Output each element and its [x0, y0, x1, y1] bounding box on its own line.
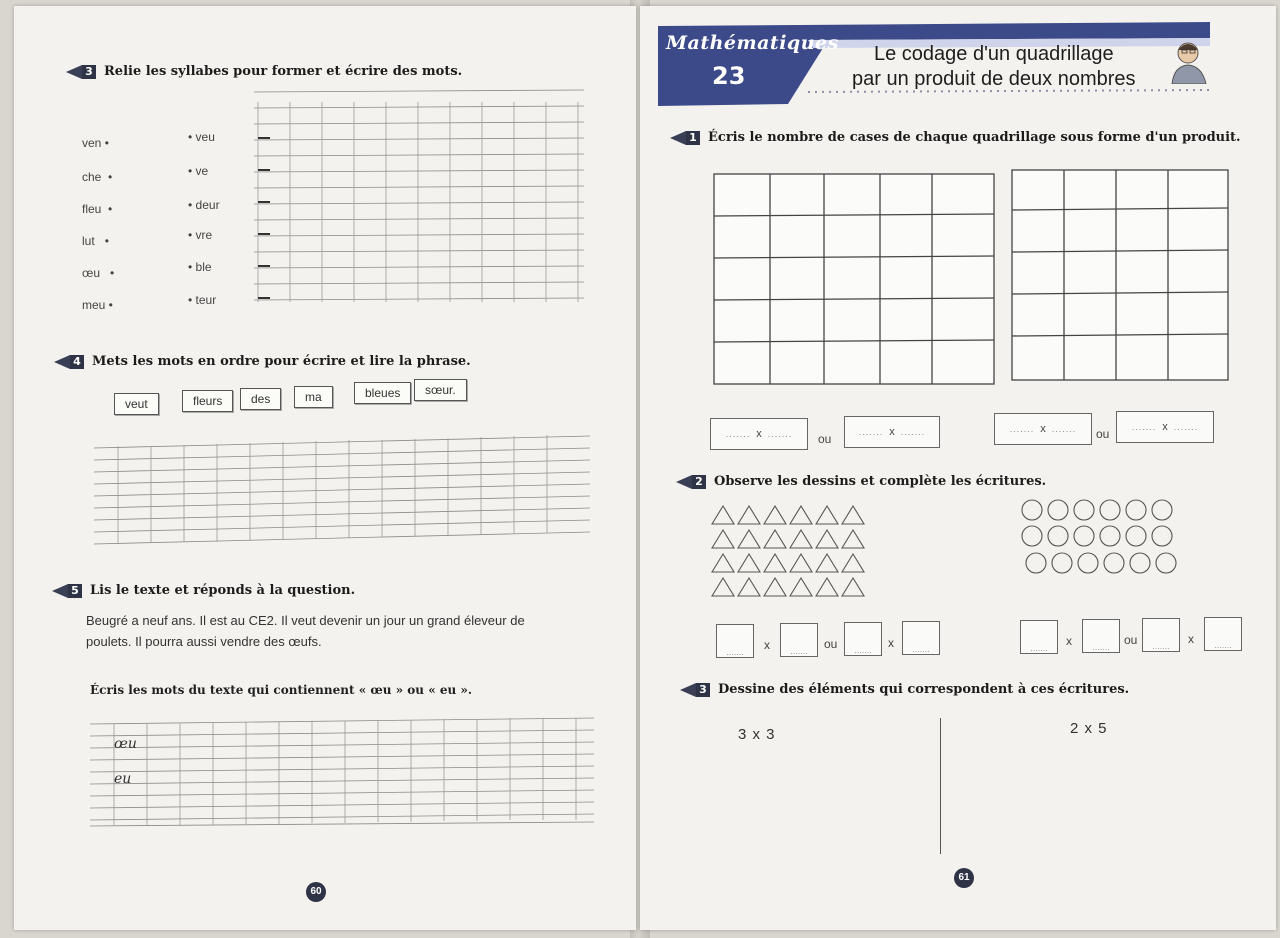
math-exercise-1-heading: [670, 130, 1241, 145]
exercise-badge: 3: [680, 683, 710, 697]
or-label: ou: [824, 637, 838, 651]
or-label: ou: [818, 432, 832, 446]
expression-2x5: 2 x 5: [1070, 720, 1108, 737]
math-exercise-2-heading: [676, 474, 1046, 489]
syllable-left[interactable]: lut •: [82, 234, 109, 248]
lesson-title-line-1: Le codage d'un quadrillage: [874, 43, 1114, 65]
product-answer-box[interactable]: ....... x .......: [710, 418, 808, 450]
word-card[interactable]: bleues: [354, 382, 411, 404]
factor-box[interactable]: .......: [844, 622, 882, 656]
syllable-left[interactable]: œu •: [82, 266, 115, 280]
reading-text-line-2: poulets. Il pourra aussi vendre des œufs.: [86, 634, 322, 649]
writing-grid-ex4[interactable]: [94, 426, 594, 548]
teacher-avatar: [1168, 38, 1212, 84]
exercise-5-instruction: Lis le texte et réponds à la question.: [90, 583, 356, 598]
subject-title: Mathématiques: [666, 32, 839, 54]
word-card[interactable]: sœur.: [414, 379, 467, 401]
times-sign: x: [1066, 634, 1072, 648]
times-sign: x: [888, 636, 894, 650]
handwritten-oeu: œu: [114, 736, 137, 752]
or-label: ou: [1124, 633, 1138, 647]
math-exercise-2-instruction: Observe les dessins et complète les écritures.: [714, 474, 1047, 489]
exercise-4-heading: [54, 354, 471, 369]
left-page: [14, 6, 636, 930]
writing-grid-ex5[interactable]: [90, 710, 600, 832]
syllable-right[interactable]: • ble: [188, 260, 212, 274]
math-exercise-1-instruction: Écris le nombre de cases de chaque quadrillage sous forme d'un produit.: [708, 130, 1241, 145]
word-card[interactable]: fleurs: [182, 390, 233, 412]
factor-box[interactable]: .......: [780, 623, 818, 657]
times-sign: x: [764, 638, 770, 652]
exercise-badge: 5: [52, 584, 82, 598]
times-sign: x: [1188, 632, 1194, 646]
reading-question: Écris les mots du texte qui contiennent « œu » ou « eu ».: [90, 683, 473, 697]
exercise-badge: 4: [54, 355, 84, 369]
triangles-6-by-4: [710, 502, 870, 602]
handwritten-eu: eu: [114, 771, 132, 787]
product-answer-box[interactable]: ....... x .......: [994, 413, 1092, 445]
syllable-right[interactable]: • deur: [188, 198, 220, 212]
product-answer-box[interactable]: ....... x .......: [844, 416, 940, 448]
syllable-left[interactable]: fleu •: [82, 202, 113, 216]
math-exercise-3-heading: [680, 682, 1129, 697]
reading-text-line-1: Beugré a neuf ans. Il est au CE2. Il veut devenir un jour un grand éleveur de: [86, 613, 525, 628]
syllable-left[interactable]: ven •: [82, 136, 109, 150]
factor-box[interactable]: .......: [1142, 618, 1180, 652]
circles-6-by-3: [1018, 496, 1190, 578]
factor-box[interactable]: .......: [1082, 619, 1120, 653]
writing-grid-ex3[interactable]: [254, 82, 586, 304]
lesson-number: 23: [712, 62, 746, 90]
exercise-4-instruction: Mets les mots en ordre pour écrire et lire la phrase.: [92, 354, 471, 369]
grid-5-by-5: [710, 170, 1000, 390]
syllable-right[interactable]: • ve: [188, 164, 209, 178]
exercise-badge: 1: [670, 131, 700, 145]
lesson-title-line-2: par un produit de deux nombres: [852, 68, 1136, 90]
syllable-right[interactable]: • teur: [188, 293, 217, 307]
right-page: [640, 6, 1276, 930]
grid-4-by-5: [1008, 164, 1232, 386]
or-label: ou: [1096, 427, 1110, 441]
drawing-area-right[interactable]: [960, 748, 1220, 848]
exercise-5-heading: [52, 583, 355, 598]
exercise-3-instruction: Relie les syllabes pour former et écrire des mots.: [104, 64, 463, 79]
word-card[interactable]: ma: [294, 386, 333, 408]
syllable-right[interactable]: • veu: [188, 130, 215, 144]
math-exercise-3-instruction: Dessine des éléments qui correspondent à ces écritures.: [718, 682, 1130, 697]
exercise-badge: 2: [676, 475, 706, 489]
page-number: 60: [306, 882, 326, 902]
factor-box[interactable]: .......: [902, 621, 940, 655]
exercise-badge: 3: [66, 65, 96, 79]
factor-box[interactable]: .......: [1020, 620, 1058, 654]
expression-3x3: 3 x 3: [738, 726, 776, 743]
divider-line: [940, 718, 941, 854]
syllable-right[interactable]: • vre: [188, 228, 213, 242]
syllable-left[interactable]: meu •: [82, 298, 113, 312]
word-card[interactable]: veut: [114, 393, 159, 415]
syllable-left[interactable]: che •: [82, 170, 113, 184]
reading-text: [86, 610, 616, 652]
word-card[interactable]: des: [240, 388, 281, 410]
exercise-3-heading: [66, 64, 462, 79]
drawing-area-left[interactable]: [710, 754, 928, 850]
page-number: 61: [954, 868, 974, 888]
product-answer-box[interactable]: ....... x .......: [1116, 411, 1214, 443]
factor-box[interactable]: .......: [716, 624, 754, 658]
factor-box[interactable]: .......: [1204, 617, 1242, 651]
